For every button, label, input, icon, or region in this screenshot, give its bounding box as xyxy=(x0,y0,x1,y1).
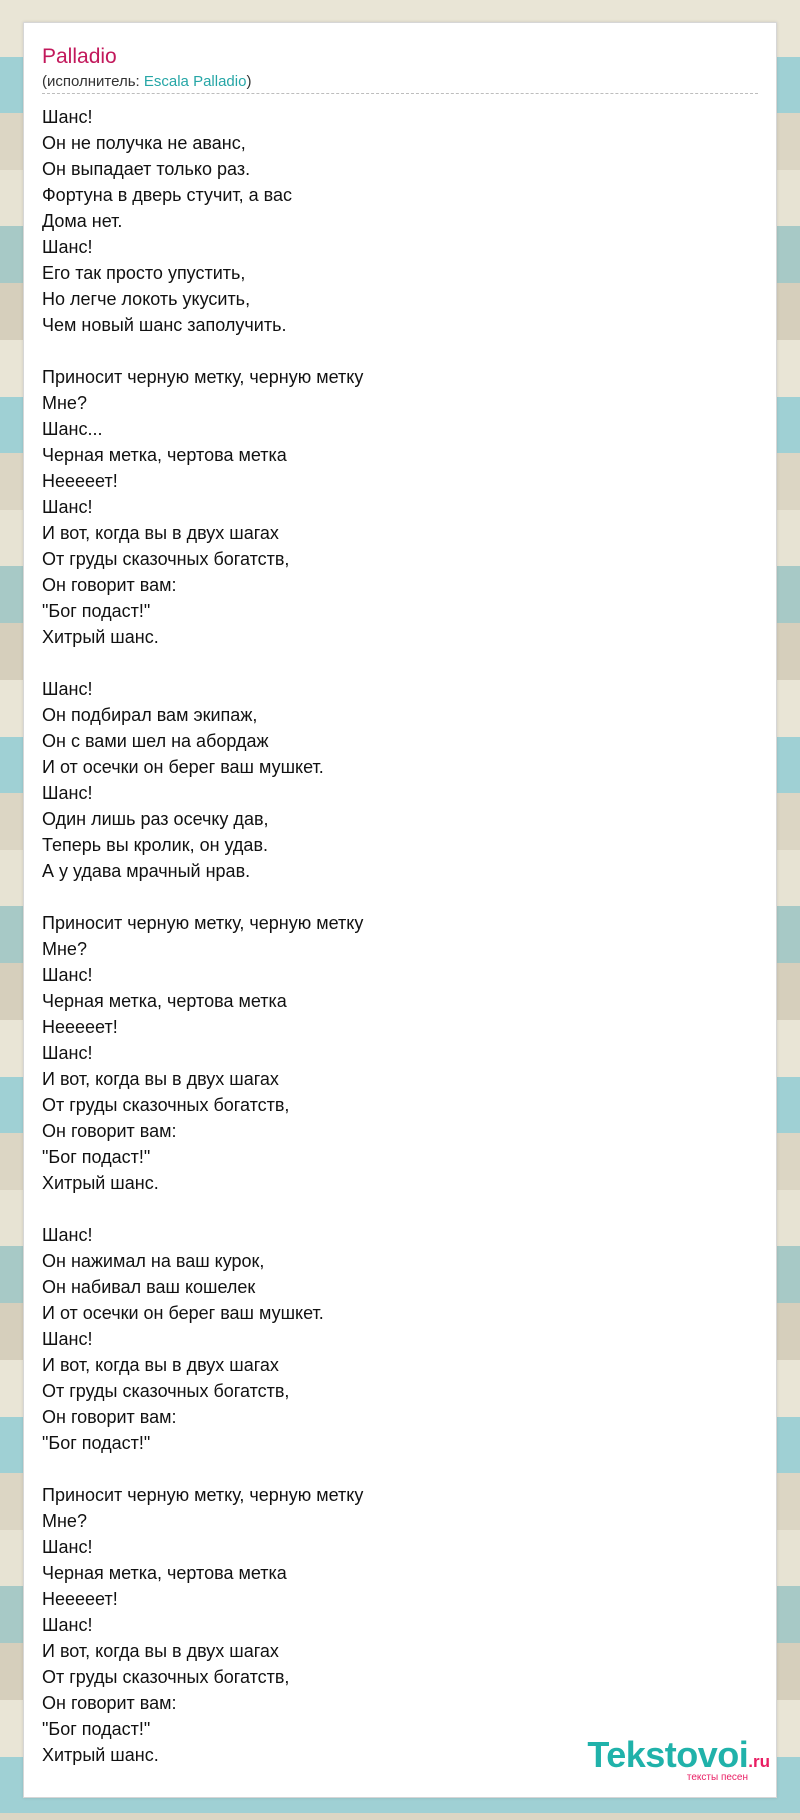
lyrics-card xyxy=(23,22,777,1798)
artist-link[interactable]: Escala Palladio xyxy=(143,73,247,90)
artist-prefix: (исполнитель: xyxy=(42,73,144,90)
artist-line xyxy=(42,73,758,94)
logo-tagline: тексты песен xyxy=(686,1772,748,1783)
logo-name: Tekstovoi xyxy=(587,1734,749,1775)
site-logo[interactable] xyxy=(587,1734,770,1783)
lyrics-text: Шанс! Он не получка не аванс, Он выпадает только раз. Фортуна в дверь стучит, а вас Дома нет. Шанс! Его так просто упустить, Но легче локоть укусить, Чем новый шанс заполучить. Приносит черную метку, черную метку Мне? Шанс... Черная метка, чертова метка Нееееет! Шанс! И вот, когда вы в двух шагах От груды сказочных богатств, Он говорит вам: "Бог подаст!" Хитрый шанс. Шанс! Он подбирал вам экипаж, Он с вами шел на абордаж И от осечки он берег ваш мушкет. Шанс! Один лишь раз осечку дав, Теперь вы кролик, он удав. А у удава мрачный нрав. Приносит черную метку, черную метку Мне? Шанс! Черная метка, чертова метка Нееееет! Шанс! И вот, когда вы в двух шагах От груды сказочных богатств, Он говорит вам: "Бог подаст!" Хитрый шанс. Шанс! Он нажимал на ваш курок, Он набивал ваш кошелек И от осечки он берег ваш мушкет. Шанс! И вот, когда вы в двух шагах От груды сказочных богатств, Он говорит вам: "Бог подаст!" Приносит черную метку, черную метку Мне? Шанс! Черная метка, чертова метка Нееееет! Шанс! И вот, когда вы в двух шагах От груды сказочных богатств, Он говорит вам: "Бог подаст!" Хитрый шанс. xyxy=(42,107,364,1765)
logo-suffix: .ru xyxy=(748,1752,770,1771)
artist-suffix: ) xyxy=(246,73,252,90)
song-title: Palladio xyxy=(42,45,117,68)
